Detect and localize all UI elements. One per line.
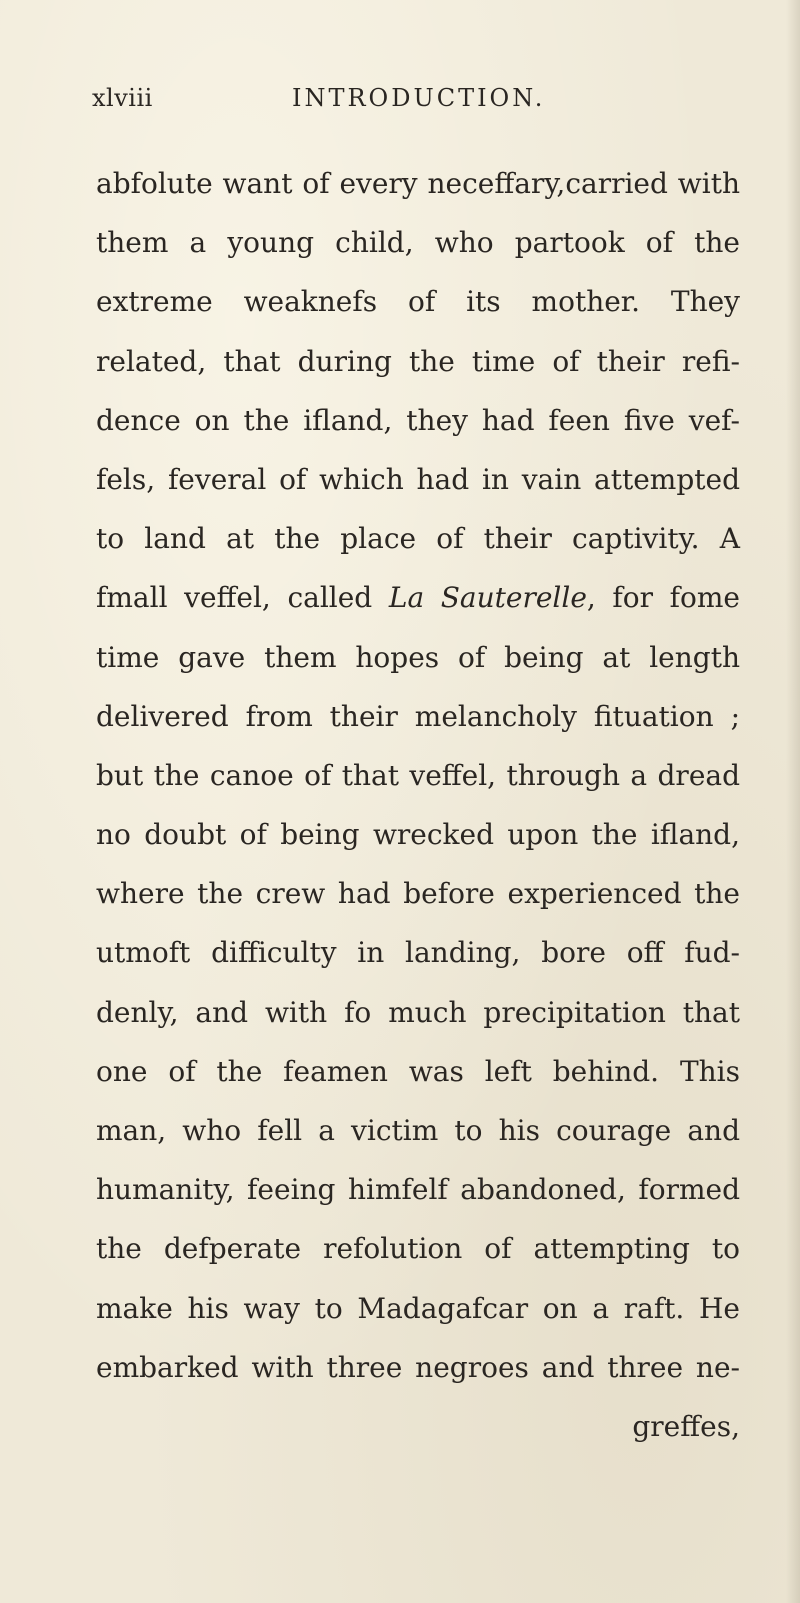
text-line: delivered from their melancholy fituation ; bbox=[96, 699, 740, 733]
text-run: , for fome bbox=[586, 581, 740, 615]
page-header bbox=[92, 84, 732, 124]
body-text bbox=[96, 154, 740, 1456]
text-line: but the canoe of that veffel, through a dread bbox=[96, 758, 740, 792]
text-line: embarked with three negroes and three ne- bbox=[96, 1350, 740, 1384]
text-line: humanity, feeing himfelf abandoned, formed bbox=[96, 1173, 740, 1207]
text-line: one of the feamen was left behind. This bbox=[96, 1054, 740, 1088]
page-number: xlviii bbox=[92, 84, 153, 112]
text-line: fels, feveral of which had in vain attempted bbox=[96, 462, 740, 496]
text-line: the defperate refolution of attempting to bbox=[96, 1232, 740, 1266]
text-line: dence on the ifland, they had feen five vef- bbox=[96, 403, 740, 437]
text-line: man, who fell a victim to his courage and bbox=[96, 1114, 740, 1147]
text-line: related, that during the time of their refi- bbox=[96, 344, 740, 378]
text-line: them a young child, who partook of the bbox=[96, 226, 740, 260]
text-line: to land at the place of their captivity. A bbox=[96, 522, 740, 556]
text-line: no doubt of being wrecked upon the ifland, bbox=[96, 818, 740, 852]
text-line: where the crew had before experienced the bbox=[96, 877, 740, 911]
text-line: denly, and with fo much precipitation that bbox=[96, 995, 740, 1029]
text-line: time gave them hopes of being at length bbox=[96, 640, 740, 674]
text-line: abfolute want of every neceffary,carried with bbox=[96, 167, 740, 200]
text-line-with-ship-name bbox=[96, 568, 740, 627]
running-head: INTRODUCTION. bbox=[292, 84, 546, 112]
catchword: greffes, bbox=[632, 1409, 740, 1443]
text-line: extreme weaknefs of its mother. They bbox=[96, 285, 740, 319]
page-edge-shadow bbox=[786, 0, 800, 1603]
text-line: make his way to Madagafcar on a raft. He bbox=[96, 1291, 740, 1325]
ship-name: La Sauterelle bbox=[388, 581, 587, 615]
text-line: utmoft difficulty in landing, bore off fud- bbox=[96, 936, 740, 970]
text-run: fmall veffel, called bbox=[96, 581, 389, 615]
